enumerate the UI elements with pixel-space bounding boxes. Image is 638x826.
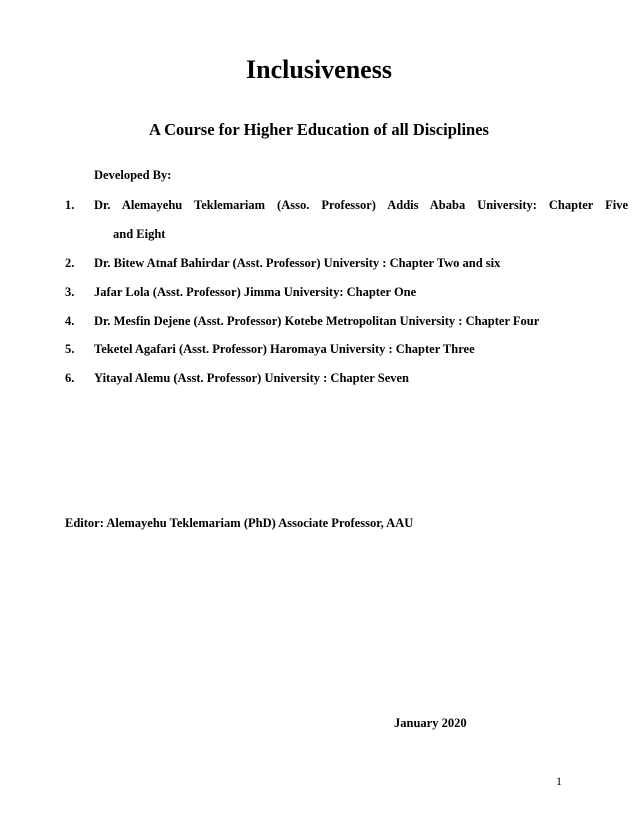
author-number: 2.: [65, 256, 75, 270]
author-number: 4.: [65, 314, 75, 328]
author-number: 3.: [65, 285, 75, 299]
author-text: Dr. Alemayehu Teklemariam (Asso. Professor) Addis Ababa University: Chapter Five: [94, 198, 628, 212]
author-text: Jafar Lola (Asst. Professor) Jimma University: Chapter One: [94, 285, 417, 299]
author-text: Yitayal Alemu (Asst. Professor) University : Chapter Seven: [94, 371, 410, 385]
author-number: 6.: [65, 371, 75, 385]
author-text: Dr. Bitew Atnaf Bahirdar (Asst. Professor) University : Chapter Two and six: [94, 256, 501, 270]
document-date: January 2020: [394, 716, 467, 730]
developed-by-label: Developed By:: [94, 168, 172, 182]
author-number: 1.: [65, 198, 75, 212]
document-title: Inclusiveness: [246, 55, 392, 84]
author-number: 5.: [65, 342, 75, 356]
document-subtitle: A Course for Higher Education of all Disciplines: [149, 120, 489, 139]
editor-line: Editor: Alemayehu Teklemariam (PhD) Associate Professor, AAU: [65, 516, 414, 530]
author-text: Dr. Mesfin Dejene (Asst. Professor) Kotebe Metropolitan University : Chapter Four: [94, 314, 540, 328]
author-text: Teketel Agafari (Asst. Professor) Haromaya University : Chapter Three: [94, 342, 475, 356]
author-item-1-continuation: and Eight: [113, 227, 166, 241]
page-number: 1: [556, 774, 562, 788]
